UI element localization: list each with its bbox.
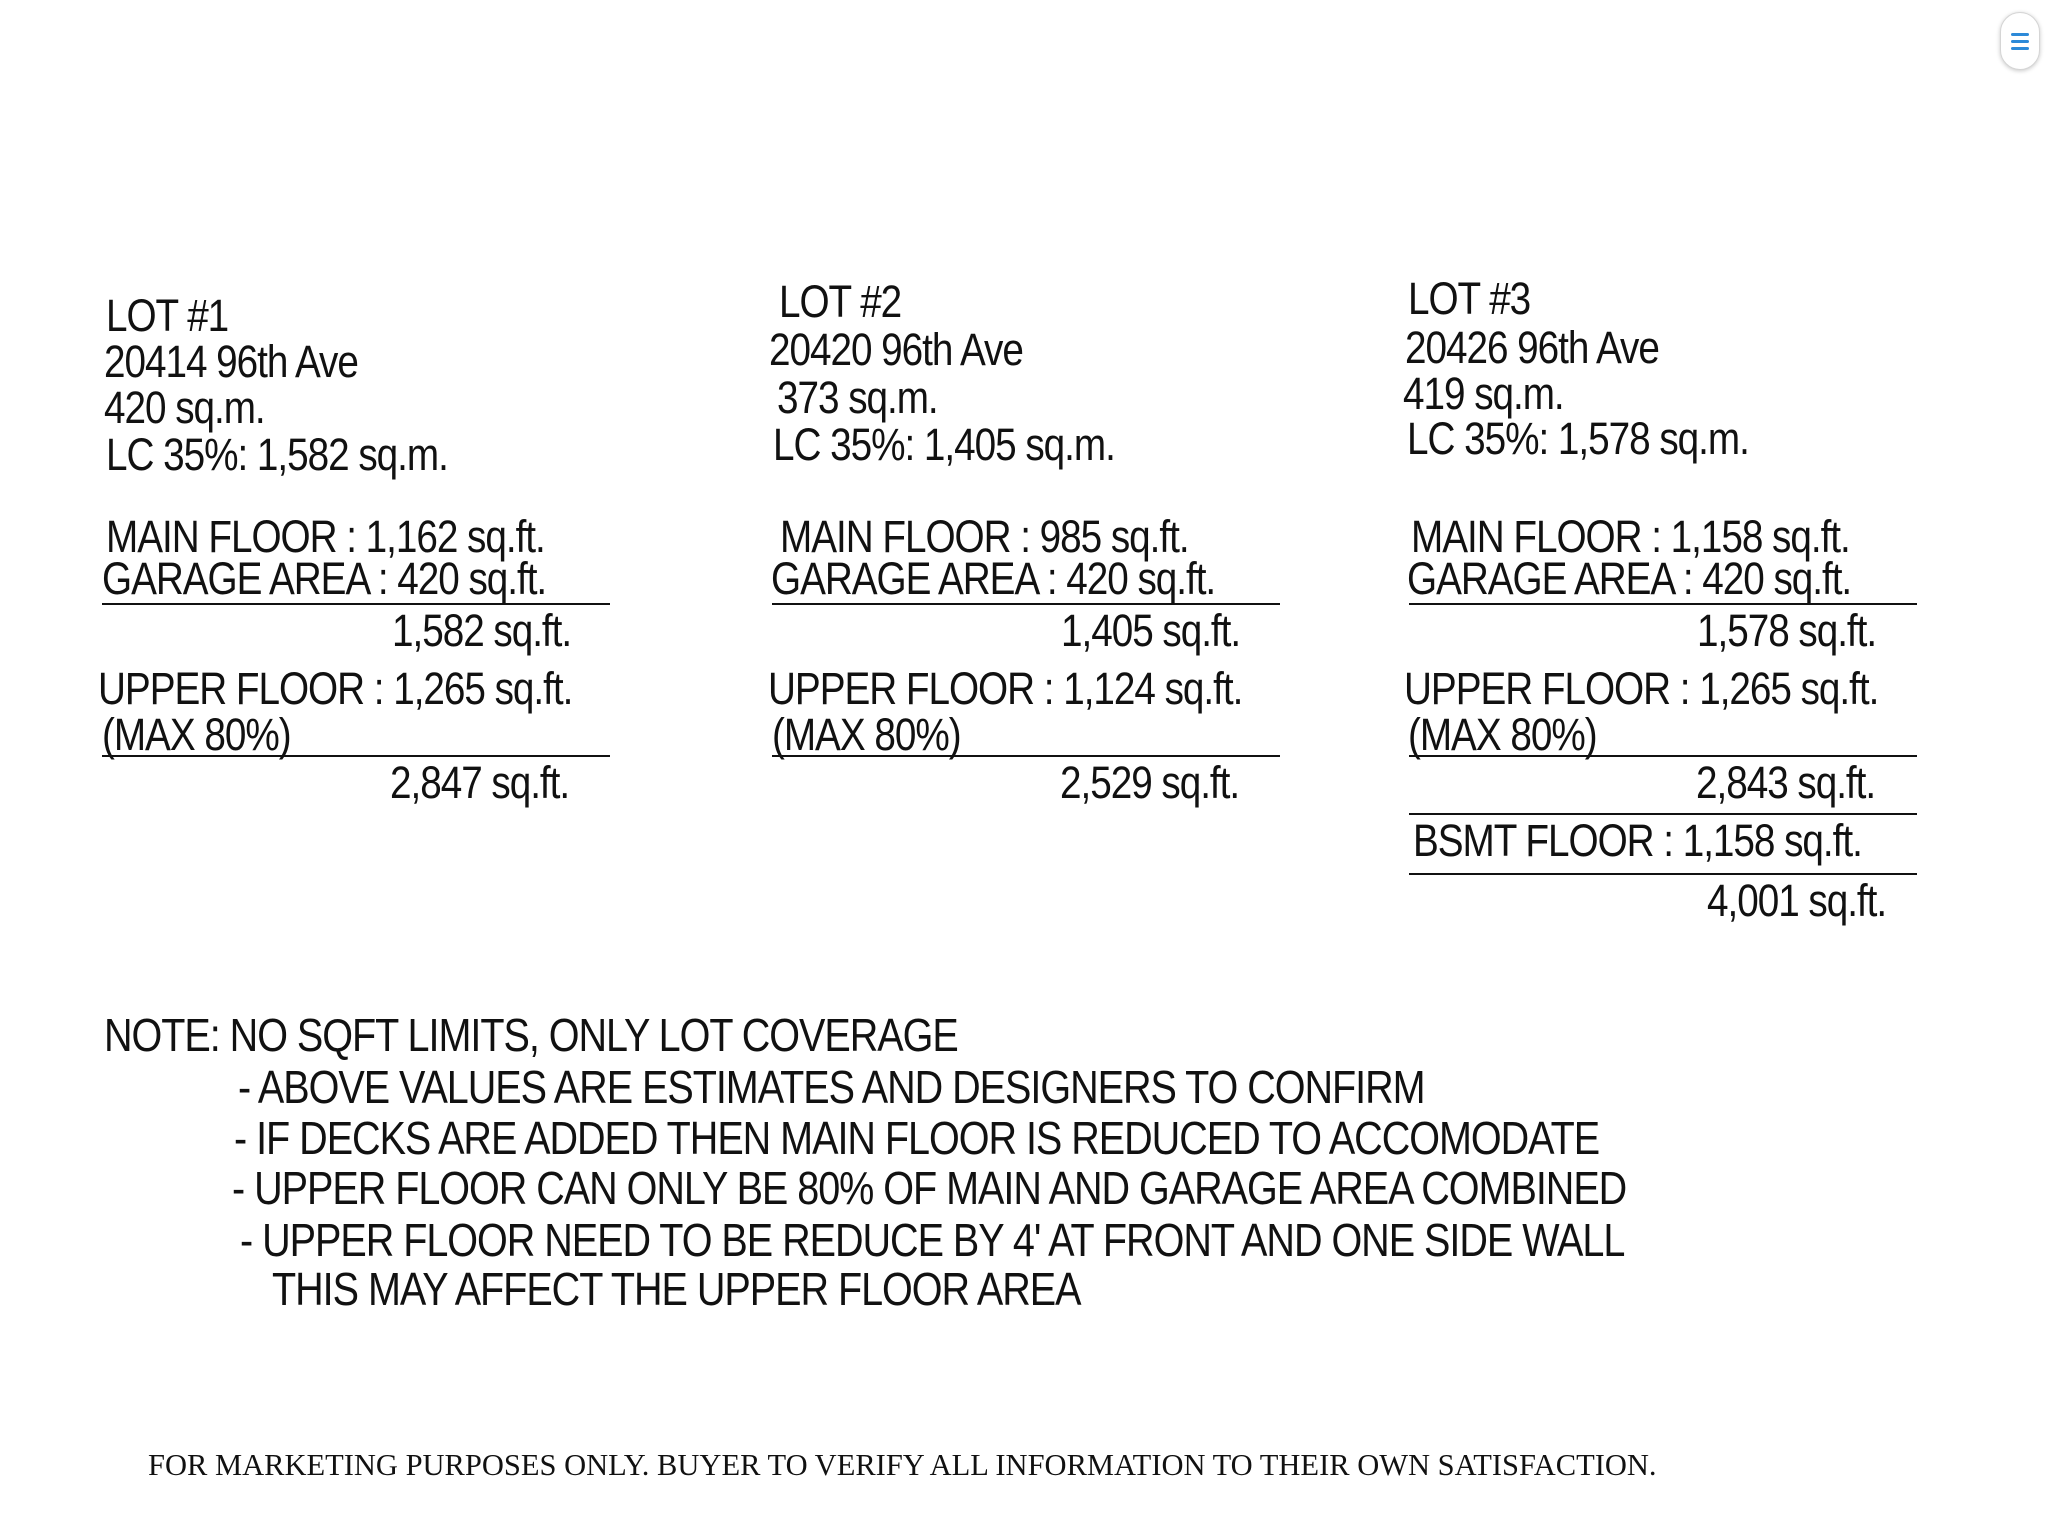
upper-floor-area: UPPER FLOOR : 1,265 sq.ft. [1404,663,1879,714]
marketing-disclaimer: FOR MARKETING PURPOSES ONLY. BUYER TO VERIFY ALL INFORMATION TO THEIR OWN SATISFACTION. [148,1448,1657,1482]
upper-floor-limit: (MAX 80%) [772,709,961,760]
main-floor-area: MAIN FLOOR : 1,158 sq.ft. [1411,511,1850,562]
main-floor-area: MAIN FLOOR : 985 sq.ft. [780,511,1189,562]
basement-floor-area: BSMT FLOOR : 1,158 sq.ft. [1413,815,1862,866]
menu-bar [2011,40,2029,43]
hamburger-icon [2011,33,2029,50]
lot-title: LOT #1 [106,290,229,341]
lot-coverage: LC 35%: 1,582 sq.m. [106,429,448,480]
above-grade-total: 2,529 sq.ft. [1060,757,1240,808]
garage-area: GARAGE AREA : 420 sq.ft. [1407,553,1852,604]
lot-area: 420 sq.m. [104,382,265,433]
main-garage-subtotal: 1,578 sq.ft. [1697,605,1877,656]
note-item: - ABOVE VALUES ARE ESTIMATES AND DESIGNERS TO CONFIRM [238,1061,1425,1113]
lot-area: 373 sq.m. [777,372,938,423]
above-grade-total: 2,843 sq.ft. [1696,757,1876,808]
garage-area: GARAGE AREA : 420 sq.ft. [771,553,1216,604]
menu-bar [2011,47,2029,50]
lot-title: LOT #3 [1408,273,1531,324]
above-grade-total: 2,847 sq.ft. [390,757,570,808]
lot-title: LOT #2 [779,276,902,327]
menu-button[interactable] [2000,12,2040,70]
lot-coverage: LC 35%: 1,405 sq.m. [773,419,1115,470]
garage-area: GARAGE AREA : 420 sq.ft. [102,553,547,604]
lot-address: 20420 96th Ave [769,324,1023,375]
main-garage-subtotal: 1,405 sq.ft. [1061,605,1241,656]
note-item-continuation: THIS MAY AFFECT THE UPPER FLOOR AREA [272,1263,1081,1315]
lot-area: 419 sq.m. [1403,368,1564,419]
lot-address: 20414 96th Ave [104,336,358,387]
upper-floor-limit: (MAX 80%) [1408,709,1597,760]
grand-total: 4,001 sq.ft. [1707,875,1887,926]
upper-floor-limit: (MAX 80%) [102,709,291,760]
main-floor-area: MAIN FLOOR : 1,162 sq.ft. [106,511,545,562]
upper-floor-area: UPPER FLOOR : 1,124 sq.ft. [768,663,1243,714]
note-item: - UPPER FLOOR CAN ONLY BE 80% OF MAIN AND GARAGE AREA COMBINED [232,1162,1627,1214]
upper-floor-area: UPPER FLOOR : 1,265 sq.ft. [98,663,573,714]
menu-bar [2011,33,2029,36]
note-item: - IF DECKS ARE ADDED THEN MAIN FLOOR IS REDUCED TO ACCOMODATE [234,1112,1600,1164]
lot-coverage: LC 35%: 1,578 sq.m. [1407,413,1749,464]
main-garage-subtotal: 1,582 sq.ft. [392,605,572,656]
lot-address: 20426 96th Ave [1405,322,1659,373]
note-heading: NOTE: NO SQFT LIMITS, ONLY LOT COVERAGE [104,1009,958,1061]
note-item: - UPPER FLOOR NEED TO BE REDUCE BY 4' AT FRONT AND ONE SIDE WALL [240,1214,1625,1266]
